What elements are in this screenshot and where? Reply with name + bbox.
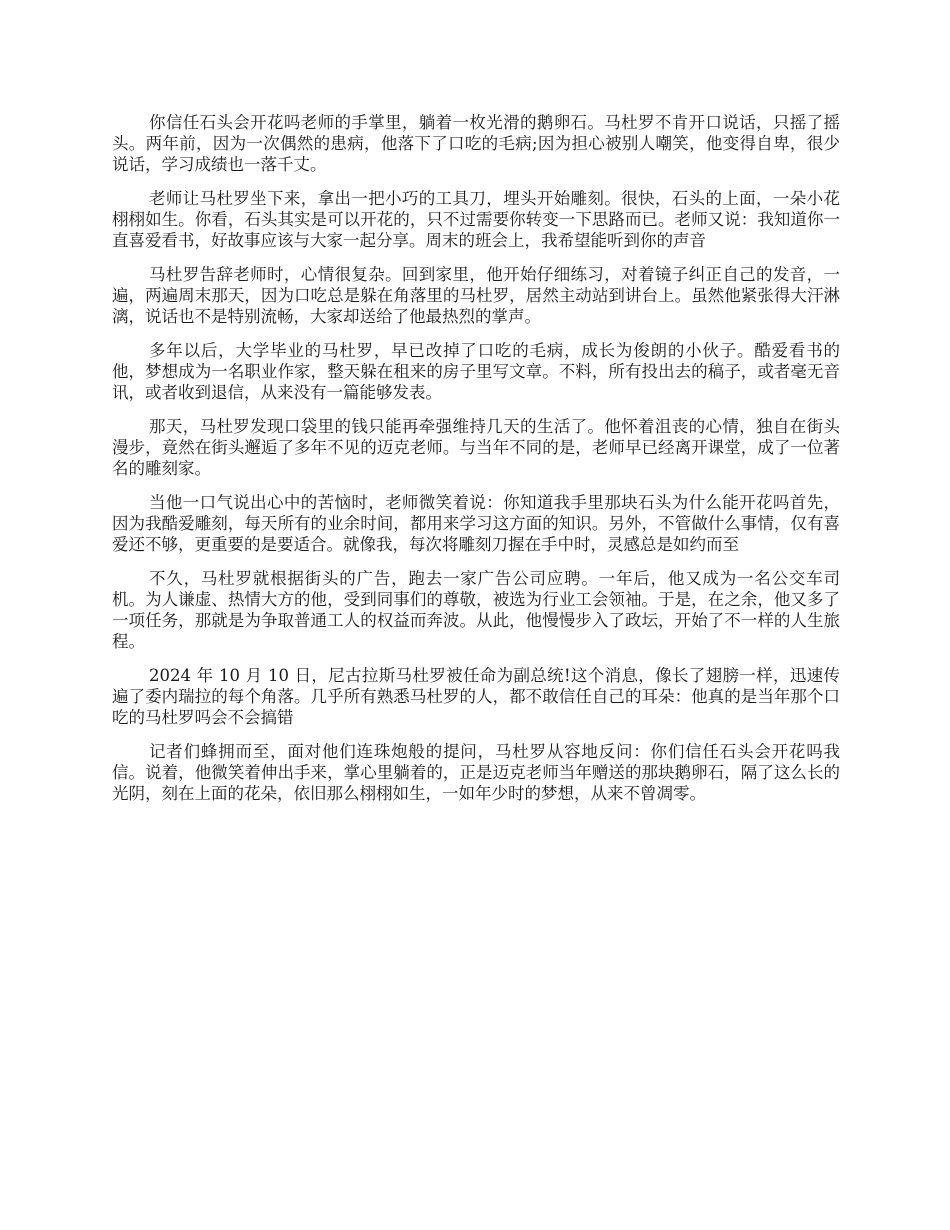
paragraph-5: 那天，马杜罗发现口袋里的钱只能再牵强维持几天的生活了。他怀着沮丧的心情，独自在街头漫步，竟然在街头邂逅了多年不见的迈克老师。与当年不同的是，老师早已经离开课堂，成了一位著名的雕刻家。 bbox=[112, 417, 840, 478]
paragraph-1: 你信任石头会开花吗老师的手掌里，躺着一枚光滑的鹅卵石。马杜罗不肯开口说话，只摇了摇头。两年前，因为一次偶然的患病，他落下了口吃的毛病;因为担心被别人嘲笑，他变得自卑，很少说话，学习成绩也一落千丈。 bbox=[112, 113, 840, 174]
document-page bbox=[112, 112, 840, 817]
paragraph-3: 马杜罗告辞老师时，心情很复杂。回到家里，他开始仔细练习，对着镜子纠正自己的发音，一遍，两遍周末那天，因为口吃总是躲在角落里的马杜罗，居然主动站到讲台上。虽然他紧张得大汗淋漓，说话也不是特别流畅，大家却送给了他最热烈的掌声。 bbox=[112, 265, 840, 326]
paragraph-9: 记者们蜂拥而至，面对他们连珠炮般的提问，马杜罗从容地反问：你们信任石头会开花吗我信。说着，他微笑着伸出手来，掌心里躺着的，正是迈克老师当年赠送的那块鹅卵石，隔了这么长的光阴，刻在上面的花朵，依旧那么栩栩如生，一如年少时的梦想，从来不曾凋零。 bbox=[112, 742, 840, 803]
paragraph-8: 2024 年 10 月 10 日，尼古拉斯马杜罗被任命为副总统!这个消息，像长了翅膀一样，迅速传遍了委内瑞拉的每个角落。几乎所有熟悉马杜罗的人，都不敢信任自己的耳朵：他真的是当年那个口吃的马杜罗吗会不会搞错 bbox=[112, 666, 840, 727]
paragraph-4: 多年以后，大学毕业的马杜罗，早已改掉了口吃的毛病，成长为俊朗的小伙子。酷爱看书的他，梦想成为一名职业作家，整天躲在租来的房子里写文章。不料，所有投出去的稿子，或者毫无音讯，或者收到退信，从来没有一篇能够发表。 bbox=[112, 341, 840, 402]
paragraph-6: 当他一口气说出心中的苦恼时，老师微笑着说：你知道我手里那块石头为什么能开花吗首先，因为我酷爱雕刻，每天所有的业余时间，都用来学习这方面的知识。另外，不管做什么事情，仅有喜爱还不够，更重要的是要适合。就像我，每次将雕刻刀握在手中时，灵感总是如约而至 bbox=[112, 493, 840, 554]
paragraph-2: 老师让马杜罗坐下来，拿出一把小巧的工具刀，埋头开始雕刻。很快，石头的上面，一朵小花栩栩如生。你看，石头其实是可以开花的，只不过需要你转变一下思路而已。老师又说：我知道你一直喜爱看书，好故事应该与大家一起分享。周末的班会上，我希望能听到你的声音 bbox=[112, 189, 840, 250]
paragraph-7: 不久，马杜罗就根据街头的广告，跑去一家广告公司应聘。一年后，他又成为一名公交车司机。为人谦虚、热情大方的他，受到同事们的尊敬，被选为行业工会领袖。于是，在之余，他又多了一项任务，那就是为争取普通工人的权益而奔波。从此，他慢慢步入了政坛，开始了不一样的人生旅程。 bbox=[112, 569, 840, 651]
